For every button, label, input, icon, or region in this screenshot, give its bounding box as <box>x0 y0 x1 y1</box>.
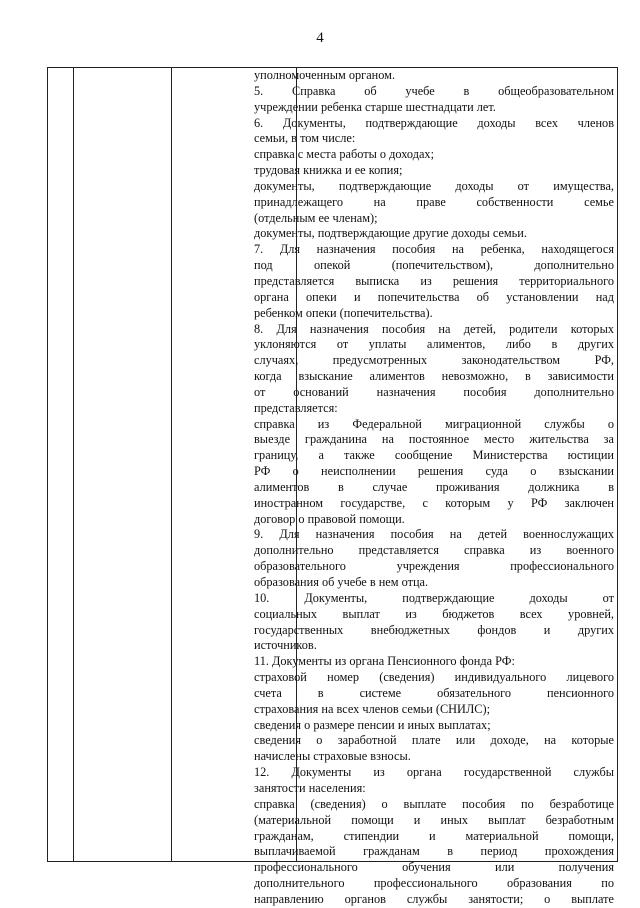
text-line: дополнительного профессионального образования по <box>254 876 614 891</box>
text-line: алиментов в случае проживания должника в <box>254 479 614 494</box>
text-line: источников. <box>254 638 317 653</box>
text-line: случаях, предусмотренных законодательством РФ, <box>254 353 614 368</box>
text-line: договор о правовой помощи. <box>254 511 405 526</box>
text-line: справка (сведения) о выплате пособия по безработице <box>254 796 614 811</box>
text-line: 8. Для назначения пособия на детей, родители которых <box>254 321 614 336</box>
text-line: когда взыскание алиментов невозможно, в зависимости <box>254 369 614 384</box>
text-line: занятости населения: <box>254 780 366 795</box>
text-line: документы, подтверждающие другие доходы семьи. <box>254 226 527 241</box>
text-line: 6. Документы, подтверждающие доходы всех членов <box>254 115 614 130</box>
text-line: 10. Документы, подтверждающие доходы от <box>254 590 614 605</box>
text-line: учреждении ребенка старше шестнадцати лет. <box>254 99 496 114</box>
text-line: (отдельным ее членам); <box>254 210 378 225</box>
page-number: 4 <box>316 30 324 46</box>
text-line: 7. Для назначения пособия на ребенка, находящегося <box>254 242 614 257</box>
text-line: семьи, в том числе: <box>254 131 356 146</box>
text-line: выплачиваемой гражданам в период прохождения <box>254 844 614 859</box>
text-line: ребенком опеки (попечительства). <box>254 305 433 320</box>
text-line: 12. Документы из органа государственной службы <box>254 765 614 780</box>
text-line: страховой номер (сведения) индивидуального лицевого <box>254 670 614 685</box>
text-line: 9. Для назначения пособия на детей военнослужащих <box>254 527 614 542</box>
text-line: сведения о заработной плате или доходе, на которые <box>254 733 614 748</box>
text-line: сведения о размере пенсии и иных выплатах; <box>254 717 491 732</box>
text-line: трудовая книжка и ее копия; <box>254 163 403 178</box>
text-line: под опекой (попечительством), дополнительно <box>254 258 614 273</box>
text-line: документы, подтверждающие доходы от имущества, <box>254 178 614 193</box>
text-line: профессионального обучения или получения <box>254 860 614 875</box>
text-line: уполномоченным органом. <box>254 68 396 82</box>
text-line: границу, а также сообщение Министерства юстиции <box>254 448 614 463</box>
text-line: РФ о неисполнении решения суда о взыскании <box>254 464 614 479</box>
text-line: органа опеки и попечительства об установлении над <box>254 289 614 304</box>
text-line: 11. Документы из органа Пенсионного фонда РФ: <box>254 654 515 669</box>
text-line: дополнительно представляется справка из военного <box>254 543 614 558</box>
text-line: справка с места работы о доходах; <box>254 147 434 162</box>
text-line: начислены страховые взносы. <box>254 749 411 764</box>
text-line: 5. Справка об учебе в общеобразовательном <box>254 83 614 98</box>
text-line: образовательного учреждения профессионального <box>254 559 614 574</box>
text-line: социальных выплат из бюджетов всех уровней, <box>254 606 614 621</box>
text-line: представляется: <box>254 400 338 415</box>
text-line: принадлежащего на праве собственности семье <box>254 194 614 209</box>
text-line: (материальной помощи и иных выплат безработным <box>254 812 614 827</box>
text-line: представляется выписка из решения территориального <box>254 273 614 288</box>
column-divider <box>617 68 618 861</box>
text-line: справка из Федеральной миграционной службы о <box>254 416 614 431</box>
column-divider <box>47 68 48 861</box>
text-line: гражданам, стипендии и материальной помощи, <box>254 828 614 843</box>
text-line: образования об учебе в нем отца. <box>254 575 429 589</box>
text-line: счета в системе обязательного пенсионного <box>254 685 614 700</box>
text-line: страхования на всех членов семьи (СНИЛС); <box>254 701 490 716</box>
text-line: уклоняются от уплаты алиментов, либо в других <box>254 337 614 352</box>
text-line: государственных внебюджетных фондов и других <box>254 622 614 637</box>
text-line: выезде гражданина на постоянное место жительства за <box>254 432 614 447</box>
text-line: иностранном государстве, с которым у РФ заключен <box>254 495 614 510</box>
table-cell-documents-list <box>254 68 614 906</box>
text-line: от оснований назначения пособия дополнительно <box>254 384 614 399</box>
column-divider <box>73 68 74 861</box>
column-divider <box>171 68 172 861</box>
text-line: направлению органов службы занятости; о выплате <box>254 891 614 906</box>
